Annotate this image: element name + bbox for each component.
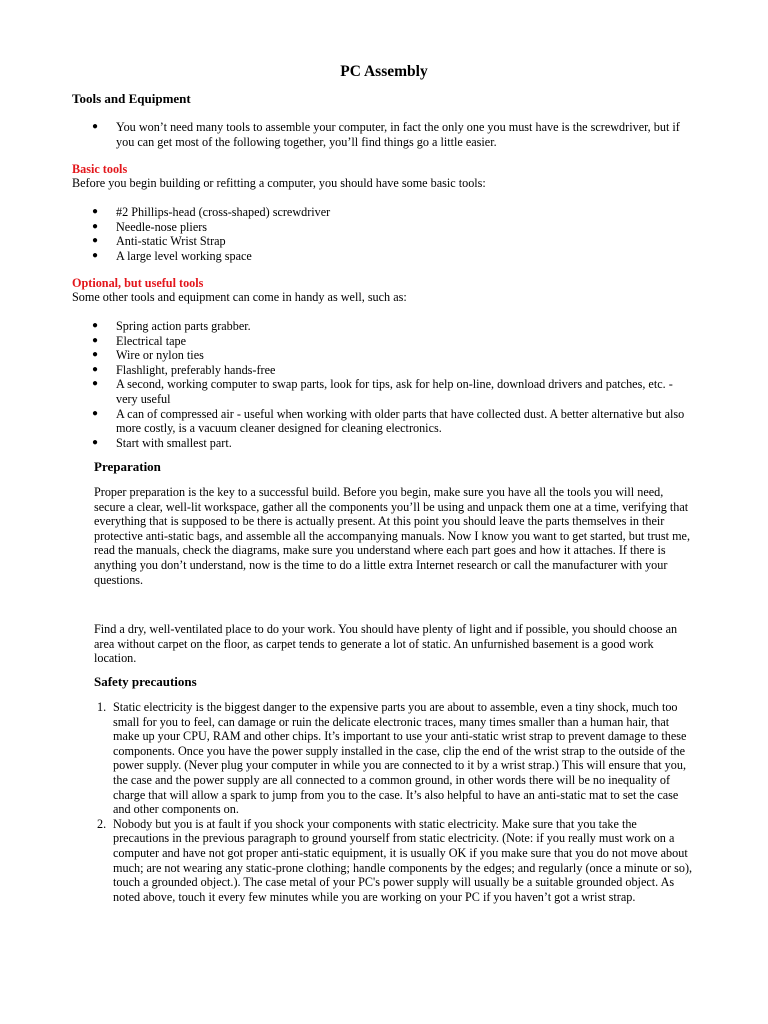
document-title: PC Assembly	[340, 63, 428, 80]
list-item-text: Static electricity is the biggest danger to the expensive parts you are about to assemble, even a tiny shock, much too small for you to feel, can damage or ruin the delicate electronic traces, many times smaller than a human hair, that make up your CPU, RAM and other chips. It’s important to use your anti-static wrist strap to prevent damage to these components. Once you have the power supply installed in the case, clip the end of the wrist strap to the outside of the power supply. (Never plug your computer in while you are connected to it by a wrist strap.) This will ensure that you, the case and the power supply are all connected to a common ground, in other words there will be no inequality of charge that will allow a spark to jump from you to the case. It’s also helpful to have an anti-static mat to set the case and other components on.	[113, 700, 687, 817]
list-item-text: A can of compressed air - useful when working with older parts that have collected dust. A better alternative but also more costly, is a vacuum cleaner designed for cleaning electronics.	[116, 406, 685, 436]
optional-tools-list	[72, 319, 690, 450]
list-item	[72, 377, 690, 406]
bullet-icon: ●	[92, 363, 99, 375]
list-item	[72, 249, 690, 264]
list-item-text: Nobody but you is at fault if you shock your components with static electricity. Make sure that you take the precautions in the previous paragraph to ground yourself from static electricity. (Note: if you really must work on a computer and have not got proper anti-static equipment, it is usually OK if you make sure that you do not move about much; are not wearing any static-prone clothing; handle components by the edges; and regularly (once a minute or so), touch a grounded object.). The case metal of your PC's power supply will usually be a suitable grounded object. As noted above, touch it every few minutes while you are working on your PC if you haven’t got a wrist strap.	[113, 816, 693, 904]
list-item	[72, 363, 690, 378]
list-item	[72, 334, 690, 349]
tools-heading: Tools and Equipment	[72, 91, 191, 106]
list-item	[72, 348, 690, 363]
bullet-icon: ●	[92, 334, 99, 346]
list-item-text: #2 Phillips-head (cross-shaped) screwdriver	[116, 205, 331, 219]
safety-list	[97, 700, 693, 904]
preparation-heading: Preparation	[94, 459, 161, 474]
list-item	[97, 700, 693, 817]
list-item-text: Electrical tape	[116, 333, 187, 348]
bullet-icon: ●	[92, 320, 99, 331]
bullet-icon: ●	[92, 235, 99, 247]
list-item-text: Start with smallest part.	[116, 435, 232, 450]
bullet-icon: ●	[92, 121, 99, 132]
preparation-paragraph-1: Proper preparation is the key to a successful build. Before you begin, make sure you have all the tools you will need, secure a clear, well-lit workspace, gather all the components you’ll be using and unpack them one at a time, verifying that everything that is supposed to be there is actually present. At this point you should leave the parts themselves in their protective anti-static bags, and assemble all the accompanying manuals. Now I know you want to get started, but trust me, read the manuals, check the diagrams, make sure you understand where each part goes and how it attaches. If there is anything you don’t understand, now is the time to do a little extra Internet research or call the manufacturer with your questions.	[94, 485, 691, 587]
bullet-icon: ●	[92, 378, 99, 390]
list-item-text: Needle-nose pliers	[116, 219, 208, 234]
optional-tools-intro: Some other tools and equipment can come in handy as well, such as:	[72, 290, 407, 304]
list-item-text: Flashlight, preferably hands-free	[116, 362, 276, 377]
basic-tools-intro: Before you begin building or refitting a computer, you should have some basic tools:	[72, 176, 486, 190]
list-item	[72, 436, 690, 451]
list-item	[72, 120, 690, 149]
list-item-text: A large level working space	[116, 248, 252, 263]
list-item	[72, 234, 690, 249]
bullet-icon: ●	[92, 249, 99, 261]
basic-tools-list	[72, 205, 690, 263]
list-item-text: You won’t need many tools to assemble your computer, in fact the only one you must have is the screwdriver, but if you can get most of the following together, you’ll find things go a little easier.	[116, 120, 680, 149]
list-item-text: Anti-static Wrist Strap	[116, 234, 226, 249]
bullet-icon: ●	[92, 220, 99, 232]
list-item-number: 2.	[97, 816, 107, 831]
bullet-icon: ●	[92, 206, 99, 217]
list-item	[72, 319, 690, 334]
list-item-text: Wire or nylon ties	[116, 348, 204, 363]
basic-tools-heading: Basic tools	[72, 162, 128, 176]
safety-heading: Safety precautions	[94, 674, 197, 689]
list-item	[72, 205, 690, 220]
bullet-icon: ●	[92, 349, 99, 361]
tools-intro-list	[72, 120, 690, 149]
list-item	[72, 407, 690, 436]
preparation-paragraph-2: Find a dry, well-ventilated place to do your work. You should have plenty of light and if possible, you should choose an area without carpet on the floor, as carpet tends to generate a lot of static. An unfurnished basement is a good work location.	[94, 622, 678, 666]
list-item	[97, 817, 693, 905]
optional-tools-heading: Optional, but useful tools	[72, 276, 204, 290]
bullet-icon: ●	[92, 407, 99, 419]
list-item-text: A second, working computer to swap parts, look for tips, ask for help on-line, download drivers and patches, etc. - very useful	[116, 377, 673, 406]
list-item	[72, 220, 690, 235]
list-item-number: 1.	[97, 700, 107, 714]
list-item-text: Spring action parts grabber.	[116, 319, 251, 333]
bullet-icon: ●	[92, 436, 99, 448]
